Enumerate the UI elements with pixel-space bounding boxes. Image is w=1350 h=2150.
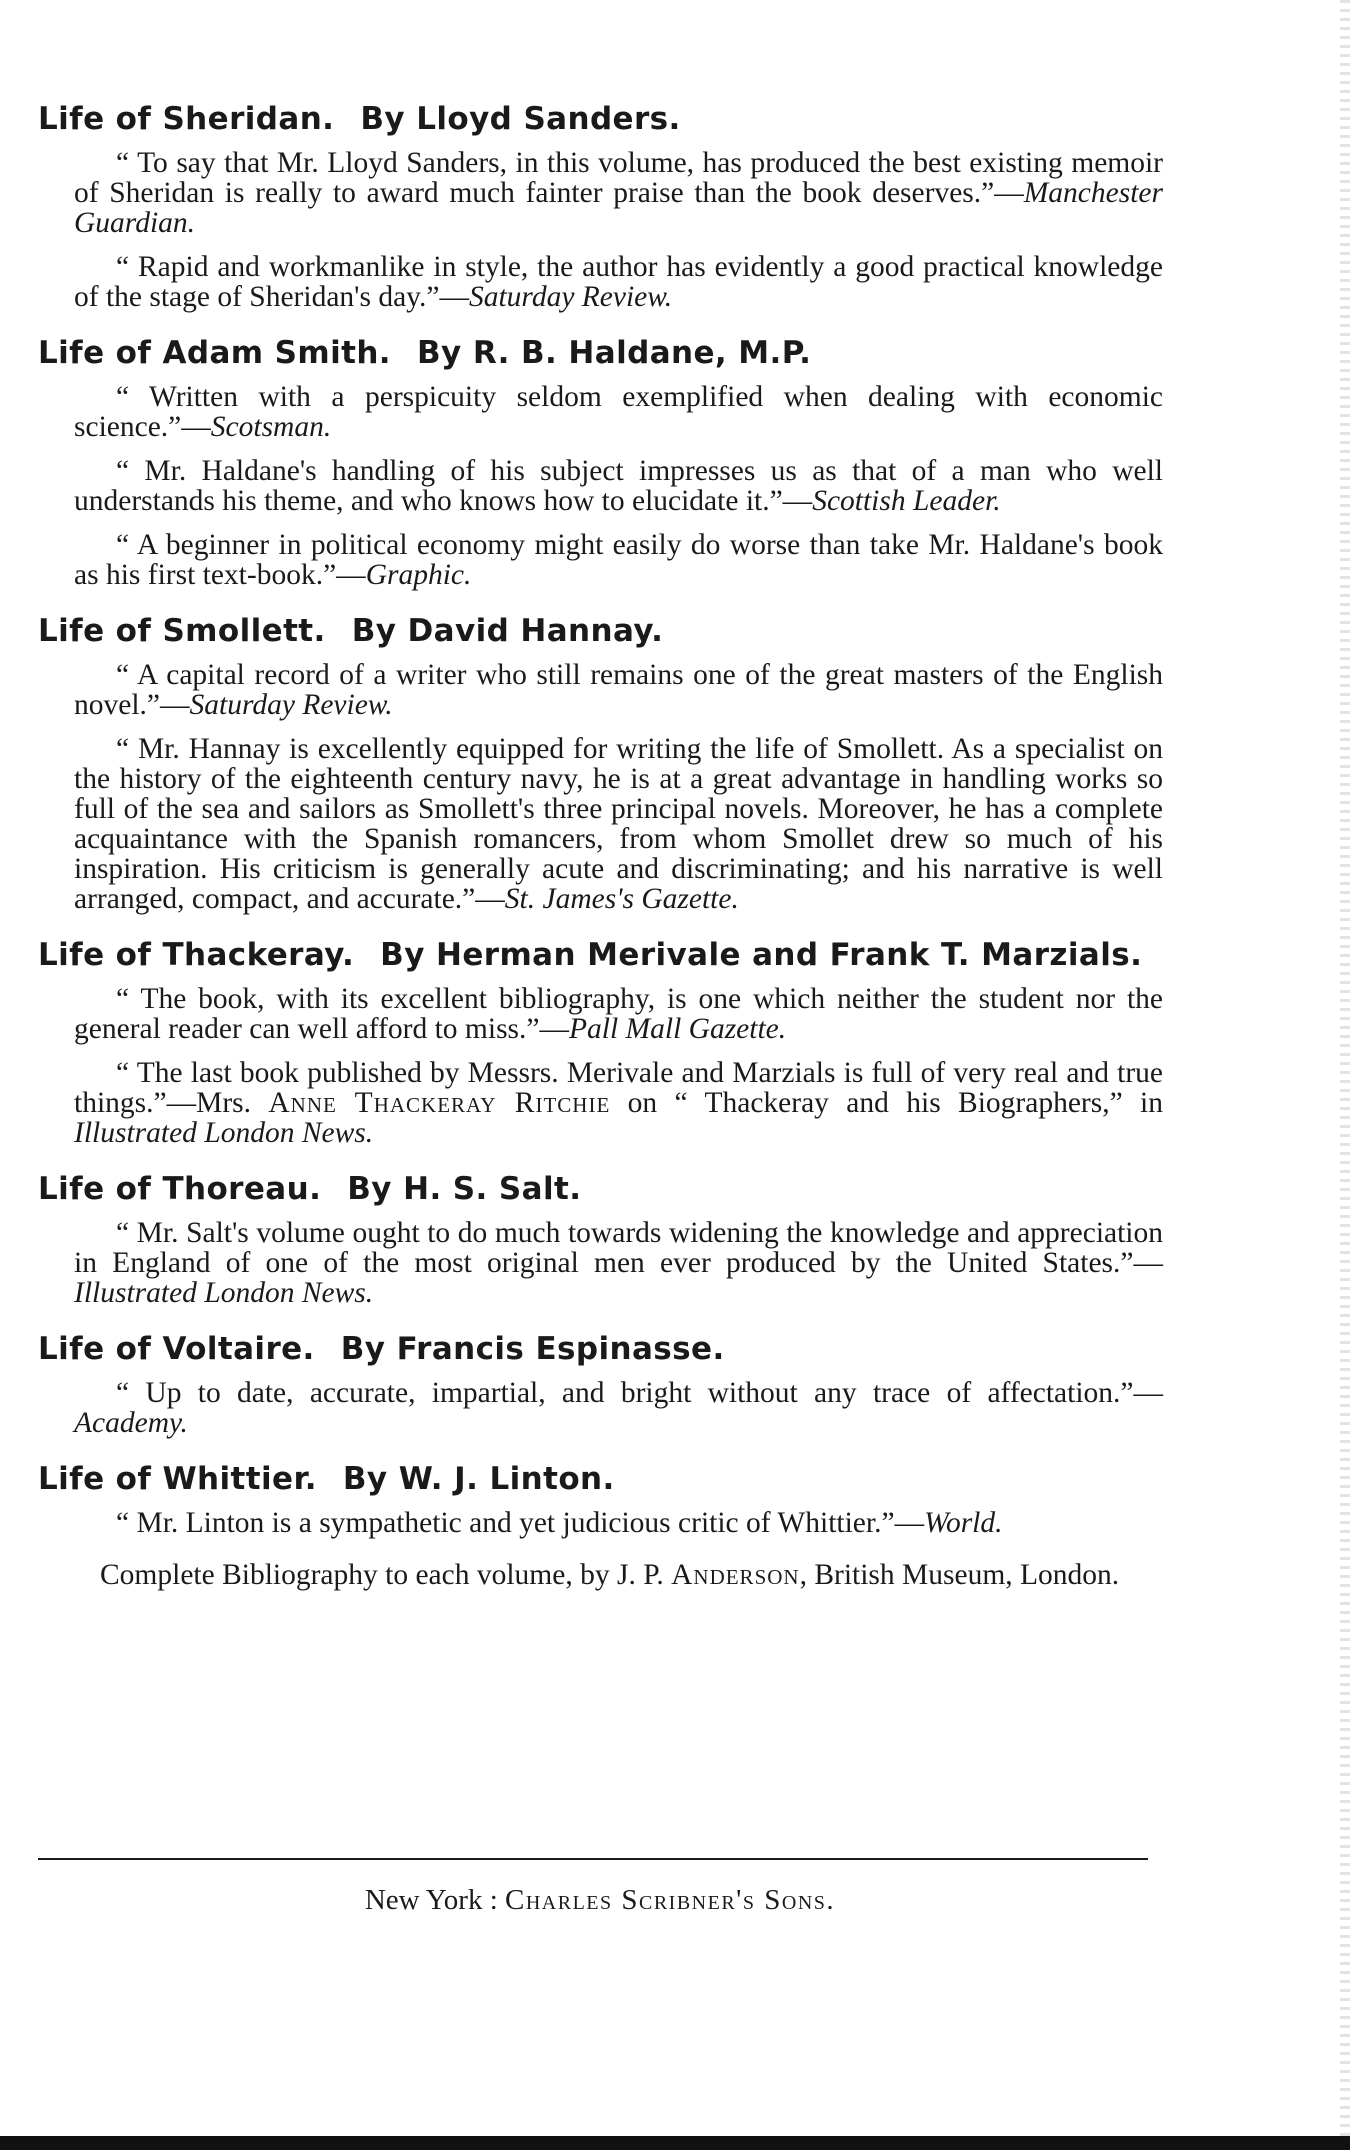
entry-heading <box>38 1170 1163 1208</box>
footer-divider <box>38 1858 1148 1860</box>
review-quote: “ To say that Mr. Lloyd Sanders, in this volume, has produced the best existing memoir of Sheridan is really to award much fainter praise than the book deserves.”—Manchester Guardian. <box>74 147 1163 239</box>
book-title: Life of Smollett. <box>38 613 326 649</box>
review-quote: “ A capital record of a writer who still remains one of the great masters of the English novel.”—Saturday Review. <box>74 659 1163 721</box>
review-source: Saturday Review. <box>468 281 673 313</box>
book-author: By Lloyd Sanders. <box>360 101 681 137</box>
review-quote: “ Written with a perspicuity seldom exemplified when dealing with economic science.”—Scotsman. <box>74 381 1163 443</box>
review-source: Scotsman. <box>210 411 332 443</box>
review-source: Pall Mall Gazette. <box>569 1013 787 1045</box>
page-edge <box>1340 0 1350 2150</box>
review-quote: “ Mr. Hannay is excellently equipped for writing the life of Smollett. As a specialist on the history of the eighteenth century navy, he is at a great advantage in handling works so full of the sea and sailors as Smollett's three principal novels. Moreover, he has a complete acquaintance with the Spanish romancers, from whom Smollet drew so much of his inspiration. His criticism is generally acute and discriminating; and his narrative is well arranged, compact, and accurate.”—St. James's Gazette. <box>74 733 1163 915</box>
imprint-city: New York : <box>364 1884 505 1916</box>
scan-border <box>0 2136 1350 2150</box>
review-quote: “ Up to date, accurate, impartial, and bright without any trace of affectation.”—Academy. <box>74 1377 1163 1439</box>
entry-voltaire <box>38 1330 1163 1438</box>
book-title: Life of Thackeray. <box>38 937 355 973</box>
book-author: By H. S. Salt. <box>347 1171 582 1207</box>
review-quote: “ The book, with its excellent bibliography, is one which neither the student nor the general reader can well afford to miss.”—Pall Mall Gazette. <box>74 983 1163 1045</box>
review-source: Illustrated London News. <box>74 1277 374 1309</box>
entry-thoreau <box>38 1170 1163 1308</box>
entry-heading <box>38 1460 1163 1498</box>
entry-heading <box>38 1330 1163 1368</box>
imprint-publisher: Charles Scribner's Sons. <box>505 1884 836 1916</box>
bibliography-note: Complete Bibliography to each volume, by J. P. Anderson, British Museum, London. <box>100 1559 1120 1591</box>
book-author: By R. B. Haldane, M.P. <box>416 335 812 371</box>
review-source: Saturday Review. <box>189 689 393 721</box>
entry-smollett <box>38 612 1163 914</box>
book-title: Life of Thoreau. <box>38 1171 322 1207</box>
entry-whittier <box>38 1460 1163 1538</box>
book-title: Life of Sheridan. <box>38 101 335 137</box>
book-title: Life of Whittier. <box>38 1461 317 1497</box>
entry-heading <box>38 612 1163 650</box>
review-quote: “ Mr. Salt's volume ought to do much towards widening the knowledge and appreciation in England of one of the most original men ever produced by the United States.”—Illustrated London News. <box>74 1217 1163 1309</box>
book-title: Life of Adam Smith. <box>38 335 391 371</box>
review-source: St. James's Gazette. <box>504 883 739 915</box>
bibliographer-name: Anderson <box>671 1559 800 1591</box>
review-source: Graphic. <box>365 559 472 591</box>
review-quote: “ Mr. Linton is a sympathetic and yet judicious critic of Whittier.”—World. <box>116 1507 1003 1539</box>
review-quote: “ Mr. Haldane's handling of his subject impresses us as that of a man who well understands his theme, and who knows how to elucidate it.”—Scottish Leader. <box>74 455 1163 517</box>
entry-adam-smith <box>38 334 1163 590</box>
entry-thackeray <box>38 936 1163 1148</box>
book-title: Life of Voltaire. <box>38 1331 315 1367</box>
entry-heading <box>38 334 1163 372</box>
entry-heading <box>38 100 1163 138</box>
review-quote: “ A beginner in political economy might easily do worse than take Mr. Haldane's book as his first text-book.”—Graphic. <box>74 529 1163 591</box>
review-quote: “ Rapid and workmanlike in style, the author has evidently a good practical knowledge of the stage of Sheridan's day.”—Saturday Review. <box>74 251 1163 313</box>
book-author: By Francis Espinasse. <box>340 1331 725 1367</box>
review-source: Manchester Guardian. <box>74 177 1163 239</box>
entry-heading <box>38 936 1163 974</box>
reviewer-name: Anne Thackeray Ritchie <box>268 1087 611 1119</box>
book-author: By David Hannay. <box>351 613 664 649</box>
review-source: Scottish Leader. <box>812 485 1001 517</box>
review-source: Illustrated London News. <box>74 1117 374 1149</box>
review-source: Academy. <box>74 1407 188 1439</box>
book-author: By Herman Merivale and Frank T. Marzials. <box>380 937 1143 973</box>
book-author: By W. J. Linton. <box>342 1461 615 1497</box>
entry-sheridan <box>38 100 1163 312</box>
advertisement-page <box>38 100 1163 1590</box>
review-quote: “ The last book published by Messrs. Merivale and Marzials is full of very real and true things.”—Mrs. Anne Thackeray Ritchie on “ Thackeray and his Biographers,” in Illustrated London News. <box>74 1057 1164 1149</box>
review-source: World. <box>924 1507 1003 1539</box>
publisher-imprint <box>0 1884 1200 1917</box>
